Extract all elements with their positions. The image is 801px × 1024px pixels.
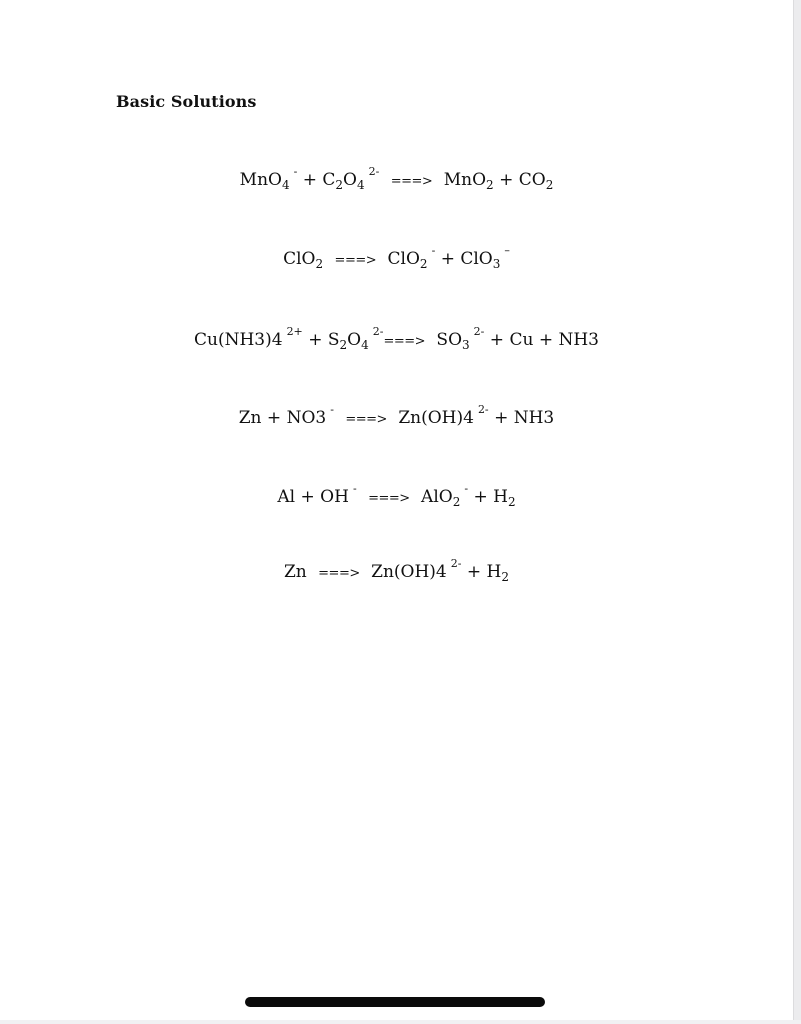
reaction-arrow: ===> bbox=[368, 491, 410, 506]
eq5-product-1: AlO$_2$- bbox=[421, 482, 469, 509]
plus-sign: + bbox=[494, 408, 509, 428]
plus-sign: + bbox=[302, 170, 317, 190]
eq2-product-1: ClO$_2$- bbox=[387, 244, 436, 271]
page-edge bbox=[793, 0, 801, 1024]
eq3-product-2: Cu bbox=[509, 330, 534, 350]
section-heading: Basic Solutions bbox=[116, 92, 257, 111]
plus-sign: + bbox=[440, 249, 455, 269]
reaction-arrow: ===> bbox=[318, 566, 360, 581]
eq5-product-2: $H_2$ bbox=[493, 487, 516, 509]
reaction-arrow: ===> bbox=[390, 174, 433, 189]
reaction-arrow: ===> bbox=[383, 334, 426, 349]
equation-6 bbox=[0, 557, 793, 584]
eq4-product-1: Zn(OH)4 $^{2-}$ bbox=[398, 403, 489, 428]
eq1-product-1: MnO$_2$ bbox=[443, 170, 494, 192]
equation-1 bbox=[0, 165, 793, 192]
eq4-reactant-2: NO3 - bbox=[286, 403, 334, 428]
eq6-product-1: Zn(OH)4 $^{2-}$ bbox=[371, 557, 462, 582]
plus-sign: + bbox=[266, 408, 282, 428]
plus-sign: + bbox=[538, 330, 554, 350]
bottom-edge bbox=[0, 1020, 801, 1024]
eq4-product-2: NH3 bbox=[513, 408, 555, 428]
equation-2 bbox=[0, 244, 793, 271]
eq2-reactant-1: ClO$_2$ bbox=[283, 249, 324, 271]
plus-sign: + bbox=[473, 487, 488, 507]
eq4-reactant-1: Zn bbox=[238, 408, 262, 428]
home-indicator[interactable] bbox=[245, 997, 545, 1007]
eq5-reactant-2: OH - bbox=[320, 482, 357, 507]
equation-3 bbox=[0, 325, 793, 352]
reaction-arrow: ===> bbox=[345, 412, 387, 427]
plus-sign: + bbox=[489, 330, 505, 350]
equation-4 bbox=[0, 403, 793, 428]
reaction-arrow: ===> bbox=[334, 253, 377, 268]
plus-sign: + bbox=[308, 330, 323, 350]
eq3-product-3: NH3 bbox=[558, 330, 599, 350]
eq3-reactant-2: $S_2O_4^{2-}$ bbox=[327, 325, 384, 352]
plus-sign: + bbox=[499, 170, 514, 190]
eq1-reactant-1: MnO$_4$- bbox=[239, 165, 298, 192]
eq3-reactant-1: Cu(NH3)4 $^{2+}$ bbox=[194, 325, 303, 350]
eq1-reactant-2: $C_2O_4^{2-}$ bbox=[322, 165, 380, 192]
eq5-reactant-1: Al bbox=[277, 487, 296, 507]
plus-sign: + bbox=[466, 562, 482, 582]
eq6-product-2: $H_2$ bbox=[486, 562, 509, 584]
eq6-reactant-1: Zn bbox=[283, 562, 307, 582]
plus-sign: + bbox=[300, 487, 315, 507]
equation-5 bbox=[0, 482, 793, 509]
eq1-product-2: $CO_2$ bbox=[518, 170, 554, 192]
eq3-product-1: $SO_3^{2-}$ bbox=[436, 325, 485, 352]
eq2-product-2: ClO$_3$– bbox=[460, 244, 510, 271]
